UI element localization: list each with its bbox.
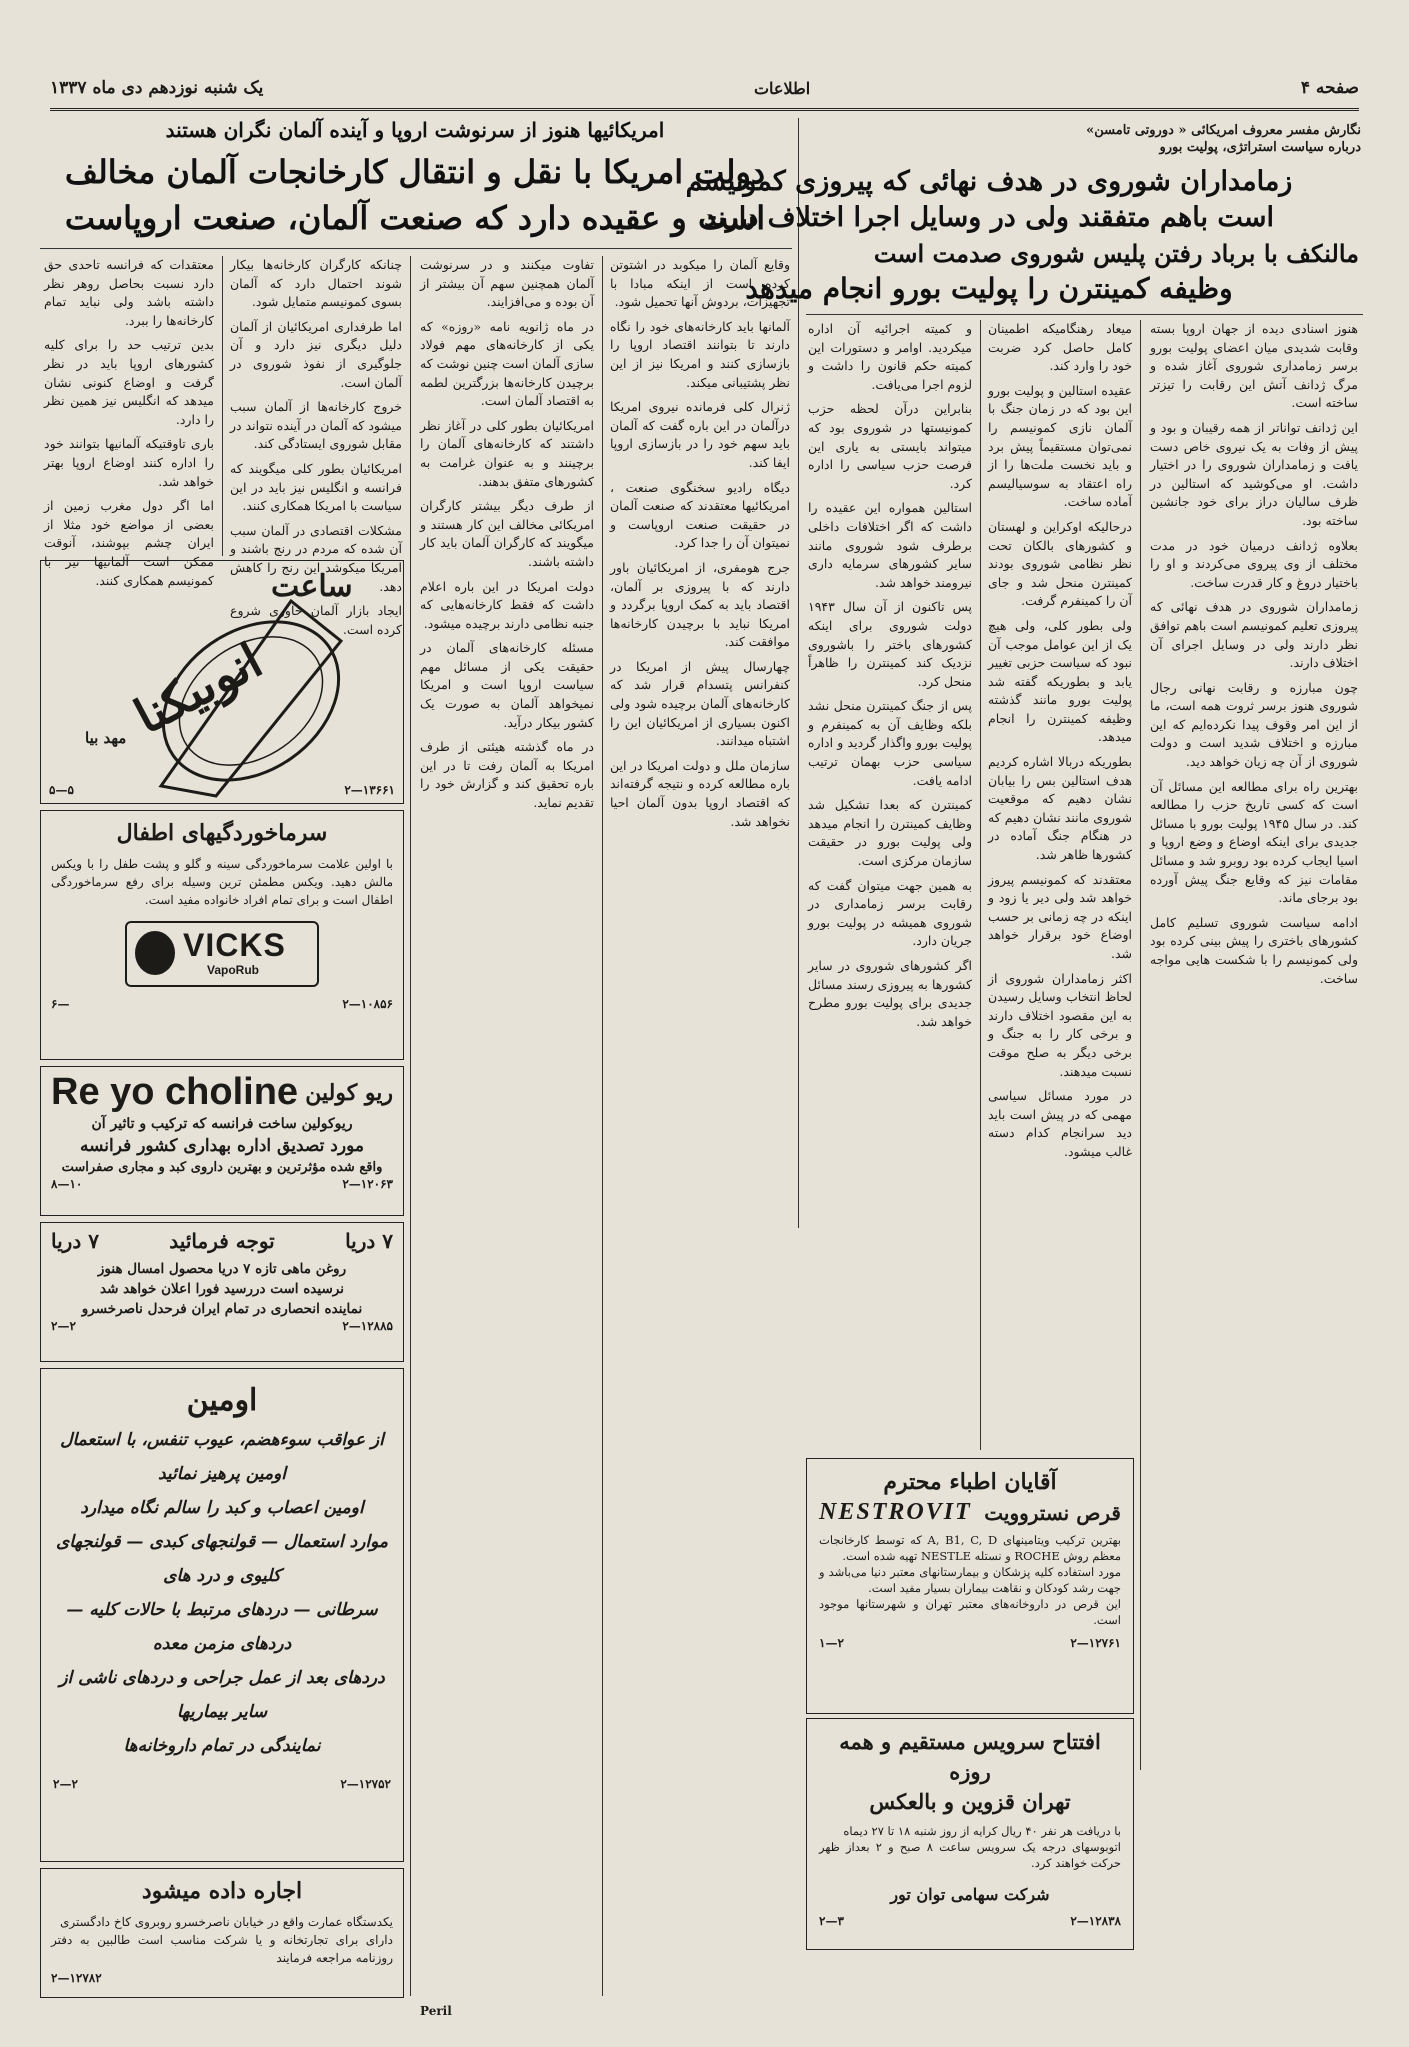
ad-ref: ۳—۲: [819, 1914, 844, 1928]
ad-text: نماینده انحصاری در تمام ایران فرحدل ناصرخسرو: [81, 1301, 363, 1317]
paragraph: امریکائیان بطور کلی در آغاز نظر داشتند که کارخانه‌های آلمان را برچینند و به عنوان غرامت به کشورهای متفق بدهند.: [420, 417, 594, 489]
divider: [40, 248, 792, 249]
ad-latin-brand: NESTROVIT: [819, 1499, 972, 1525]
ad-ref: ۱۰۸۵۶—۲: [342, 997, 393, 1011]
ad-bus-service: [806, 1718, 1134, 1950]
date-line: یک شنبه نوزدهم دی ماه ۱۳۳۷: [50, 78, 264, 98]
paragraph: درحالیکه اوکراین و لهستان و کشورهای بالکان تحت نظر نظامی شوروی بودند کمینترن منحل شد و جای آن را کمینفرم گرفت.: [988, 518, 1132, 609]
divider: [222, 256, 223, 556]
paragraph: بهترین راه برای مطالعه این مسائل آن است که کسی تاریخ حزب را مطالعه کند. در سال ۱۹۴۵ پولیت بورو با مسائل جدیدی برای اینکه اوضاع و وضع اروپا و اسیا ایجاب کرده بود روبرو شد و مسائل مقامات نیز که وقایع جنگ پیش آورده بود برجای ماند.: [1150, 778, 1358, 906]
paragraph: خروج کارخانه‌ها از آلمان سبب میشود که آلمان در آینده نتواند در مقابل شوروی ایستادگی کند.: [230, 399, 402, 452]
paragraph: معتقدند که کمونیسم پیروز خواهد شد ولی دیر یا زود و اینکه در چه زمانی بر حسب اوضاع خود برقرار خواهد شد.: [988, 871, 1132, 961]
paragraph: میعاد رهنگامیکه اطمینان کامل حاصل کرد ضربت خود را وارد کند.: [988, 321, 1132, 374]
ad-title: سرماخوردگیهای اطفال: [116, 820, 328, 846]
paragraph: بطوریکه دربالا اشاره کردیم هدف استالین بس را بیابان نشان دهیم که موقعیت شوروی مانند نشان دهیم که در هنگام جنگ آماده در کشورها ظاهر شد.: [988, 754, 1132, 863]
ad-company: شرکت سهامی توان تور: [890, 1885, 1050, 1904]
ad-text: اتوبوسهای درجه یک سرویس ساعت ۸ صبح و ۲ بعداز ظهر حرکت خواهند کرد.: [819, 1840, 1121, 1870]
ad-title: اجاره داده میشود: [141, 1878, 303, 1904]
paragraph: مشکلات اقتصادی در آلمان سبب آن شده که مردم در رنج باشند و امریکا میکوشد این رنج را کاهش دهد.: [230, 522, 402, 594]
ad-watch: [40, 560, 404, 804]
ad-ref: ۲—۲: [51, 1319, 76, 1333]
kicker-line-1: نگارش مفسر معروف امریکائی « دوروتی تامسن»: [1086, 123, 1361, 138]
paragraph: بعلاوه ژدانف درمیان خود در مدت مختلف از وی پیروی می‌کردند و او را باختیار دروغ و کار قدرت ساخت.: [1150, 537, 1358, 590]
paragraph: عقیده استالین و پولیت بورو این بود که در زمان جنگ با آلمان نازی کمونیسم را نمی‌توان مستقیماً پیش برد و باید نخست ملت‌ها را از راه اعتقاد به سوسیالیسم آماده ساخت.: [988, 382, 1132, 510]
ad-text: موارد استعمال — قولنجهای کبدی — قولنجهای کلیوی و درد های: [55, 1532, 389, 1586]
paragraph: و کمیته اجرائیه آن اداره میکردید. اوامر و دستورات این کمیته حکم قانون را داشت و لزوم اجرا می‌یافت.: [808, 321, 972, 392]
ad-text: نمایندگی در تمام داروخانه‌ها: [123, 1736, 321, 1756]
ad-watch-sub: مهد بیا: [85, 729, 127, 747]
left-kicker: امریکائیها هنوز از سرنوشت اروپا و آینده آلمان نگران هستند: [165, 118, 665, 142]
paragraph: اما طرفداری امریکائیان از آلمان دلیل دیگری نیز دارد و آن جلوگیری از نفوذ شوروی در آلمان است.: [230, 318, 402, 390]
ad-text: اومین اعصاب و کبد را سالم نگاه میدارد: [80, 1498, 364, 1518]
paragraph: چهارسال پیش از امریکا در کنفرانس پتسدام قرار شد که کارخانه‌های آلمان برچیده شود ولی اکنون بسیاری از امریکائیان این را اشتباه میدانند.: [610, 658, 790, 749]
paragraph: ایجاد بازار آلمان خاوری شروع کرده است.: [230, 603, 402, 637]
kicker-line-2: درباره سیاست استراتژی، پولیت بورو: [1159, 140, 1361, 155]
ad-ref: ۲—۲: [53, 1777, 78, 1791]
ad-title: آقایان اطباء محترم: [883, 1469, 1057, 1495]
paragraph: اما اگر دول مغرب زمین از بعضی از مواضع خود مثلا از ایران چشم بپوشند، آنوقت ممکن است آلمانیها نیز با کمونیسم همکاری کنند.: [44, 498, 214, 588]
paragraph: سازمان ملل و دولت امریکا در این باره مطالعه کرده و نتیجه گرفته‌اند که اقتصاد اروپا بدون آلمان احیا نخواهد شد.: [610, 757, 790, 829]
ad-ref: ۱۳۶۶۱—۲: [344, 783, 395, 797]
vicks-brand-sub: VapoRub: [207, 963, 260, 977]
paragraph: استالین همواره این عقیده را داشت که اگر اختلافات داخلی برطرف شود شوروی مانند سایر کشورهای سرمایه داری نیرومند خواهد شد.: [808, 500, 972, 590]
right-col-a: [1150, 320, 1358, 1770]
left-headline-2: است و عقیده دارد که صنعت آلمان، صنعت اروپاست: [64, 199, 766, 237]
left-col-1: [610, 256, 790, 1256]
paragraph: از طرف دیگر بیشتر کارگران امریکائی مخالف این کار هستند و میگویند که کارگران آلمان باید کار داشته باشند.: [420, 498, 594, 569]
ad-ref: ۱۰—۸: [51, 1177, 83, 1191]
ad-text: دردهای بعد از عمل جراحی و دردهای ناشی از سایر بیماریها: [59, 1668, 385, 1722]
paragraph: در مورد مسائل سیاسی مهمی که در پیش است باید دید سرانجام کدام دسته غالب میشود.: [988, 1088, 1132, 1159]
paragraph: ولی بطور کلی، ولی هیچ یک از این عوامل موجب آن نبود که سیاست حزبی تغییر یابد و بطوریکه گفته شد پولیت بورو مانند گذشته وظیفه کمینترن را انجام میدهد.: [988, 617, 1132, 745]
vicks-brand: VICKS: [183, 927, 286, 963]
paragraph: به همین جهت میتوان گفت که رقابت برسر زمامداری در شوروی همیشه در پولیت بورو جریان دارد.: [808, 877, 972, 949]
paragraph: دولت امریکا در این باره اعلام داشت که فقط کارخانه‌هایی که جنبه نظامی دارند برچیده میشود.: [420, 578, 594, 631]
paragraph: آلمانها باید کارخانه‌های خود را نگاه دارند تا بتوانند اقتصاد اروپا را بازسازی کنند و امریکا نیز از این نظر پشتیبانی میکند.: [610, 318, 790, 390]
ad-text: روغن ماهی تازه ۷ دریا محصول امسال هنوز: [97, 1261, 347, 1277]
ad-persian-brand: قرص نستروویت: [984, 1500, 1121, 1525]
left-headline-1: دولت امریکا با نقل و انتقال کارخانجات آلمان مخالف: [64, 153, 766, 191]
paragraph: در ماه ژانویه نامه «روزه» که یکی از کارخانه‌های مهم فولاد سازی آلمان است چنین نوشت که برچیدن کارخانه‌ها بزرگترین لطمه به اقتصاد آلمان است.: [420, 318, 594, 409]
ad-ref: ۲—۱: [819, 1636, 844, 1650]
ad-persian-brand: ریو کولین: [305, 1079, 393, 1106]
paragraph: اکثر زمامداران شوروی از لحاظ انتخاب وسایل رسیدن به این مقصود اختلاف دارند و برخی کار را به جنگ و برخی دیگر به صلح موقت نسبت میدهند.: [988, 970, 1132, 1079]
ad-ref: —۶: [51, 997, 70, 1011]
paragraph: باری تاوقتیکه آلمانیها بتوانند خود را اداره کنند اوضاع اروپا بهتر خواهد شد.: [44, 436, 214, 489]
paragraph: پس از جنگ کمینترن منحل نشد بلکه وظایف آن به کمینفرم و پولیت بورو واگذار گردید و اداره سیاسی حزب بهمان ترتیب ادامه یافت.: [808, 698, 972, 788]
right-col-c: [808, 320, 972, 1450]
ad-owmin: [40, 1368, 404, 1862]
paragraph: پس تاکنون از آن سال ۱۹۴۳ دولت شوروی برای اینکه کشورهای باختر را باشوروی نزدیک کند کمینترن را ظاهراً منحل کرد.: [808, 599, 972, 689]
ad-ref: ۱۲۷۸۲—۲: [51, 1971, 102, 1985]
paper-name: اطلاعات: [753, 78, 811, 98]
divider: [410, 256, 411, 1996]
ad-text: بهترین ترکیب ویتامینهای A, B1, C, D که توسط کارخانجات معظم روش ROCHE و نستله NESTLE تهیه شده است.: [819, 1533, 1122, 1563]
ad-seven-darya: [40, 1222, 404, 1362]
ad-text: از عواقب سوءهضم، عیوب تنفس، با استعمال اومین پرهیز نمائید: [60, 1430, 384, 1484]
ad-text: مورد استفاده کلیه پزشکان و بیمارستانهای معتبر دنیا می‌باشد و جهت رشد کودکان و نقاهت بیماران بسیار مفید است.: [819, 1565, 1121, 1595]
right-headline-3: مالنکف با برباد رفتن پلیس شوروی صدمت است: [873, 239, 1359, 268]
paragraph: بنابراین درآن لحظه حزب کمونیستها در شوروی بود که میتواند بایستی به یاری این فرصت حزب سیاسی را اداره کرد.: [808, 401, 972, 491]
ad-text: با دریافت هر نفر ۴۰ ریال کرایه از روز شنبه ۱۸ تا ۲۷ دیماه: [843, 1824, 1121, 1838]
left-col-2: [420, 256, 594, 1996]
page-header: [50, 68, 1359, 111]
right-headline-4: وظیفه کمینترن را پولیت بورو انجام میدهد: [745, 272, 1233, 305]
paragraph: اگر کشورهای شوروی در سایر کشورها به پیروزی رسند مسائل جدیدی برای پولیت بورو مطرح خواهد شد.: [808, 958, 972, 1029]
divider: [806, 314, 1363, 315]
ad-latin-brand: Re yo choline: [51, 1071, 299, 1113]
ad-watch-top-word: ساعت: [271, 569, 353, 604]
paragraph: بدین ترتیب حد را برای کلیه کشورهای اروپا باید در نظر گرفت و اوضاع کنونی نشان میدهد که انگلیس نیز همین نظر را دارد.: [44, 337, 214, 427]
paragraph: کمینترن که بعدا تشکیل شد وظایف کمینترن را انجام میدهد ولی پولیت بورو در حقیقت سازمان مرکزی است.: [808, 797, 972, 869]
page-number: صفحه ۴: [1300, 78, 1359, 98]
ad-ref: ۱۲۸۳۸—۲: [1070, 1914, 1121, 1928]
left-col-4: [44, 256, 214, 588]
ad-text: ریوکولین ساخت فرانسه که ترکیب و تاثیر آن: [91, 1116, 353, 1132]
ad-text: این قرص در داروخانه‌های معتبر تهران و شهرستانها موجود است.: [819, 1597, 1121, 1627]
ad-subtitle: تهران قزوین و بالعکس: [869, 1789, 1071, 1814]
paragraph: ادامه سیاست شوروی تسلیم کامل کشورهای باختری را پیش بینی کرده بود ولی کمونیسم را با شکست هایی مواجه ساخت.: [1150, 914, 1358, 986]
paragraph: هنوز اسنادی دیده از جهان اروپا بسته وقابت شدیدی میان اعضای پولیت بورو برسر زمامداری شوروی آغاز شده و مرگ ژدانف آتش این رقابت را تیزتر ساخته است.: [1150, 321, 1358, 411]
paragraph: در ماه گذشته هیئتی از طرف امریکا به آلمان رفت تا در این باره تحقیق کند و گزارش خود را تقدیم نماید.: [420, 739, 594, 811]
ad-nestrovit: [806, 1458, 1134, 1714]
ad-text: یکدستگاه عمارت واقع در خیابان ناصرخسرو روبروی کاخ دادگستری: [59, 1915, 393, 1929]
ad-ref: ۱۲۷۶۱—۲: [1070, 1636, 1121, 1650]
footer-mark: Peril: [420, 2004, 452, 2018]
ad-text: دارای برای تجارتخانه و یا شرکت مناسب است طالبین به دفتر روزنامه مراجعه فرمایند: [51, 1933, 393, 1965]
right-headline-1: زمامداران شوروی در هدف نهائی که پیروزی کمونیسم: [685, 166, 1293, 197]
vicks-logo: [125, 921, 319, 987]
vicks-mascot-icon: [135, 931, 175, 975]
paragraph: معتقدات که فرانسه تاحدی حق دارد نسبت بحاصل روهر نظر داشته باشد ولی نباید تمام کارخانه‌ها را ببرد.: [44, 257, 214, 328]
ad-heading: ۷ دریا: [345, 1229, 393, 1253]
paragraph: چون مبارزه و رقابت نهانی رجال شوروی هنوز برسر ثروت همه است، ما از این امر وقوف پیدا نکرده‌ایم که این مبارزه و اختلاف شدید است و دولت شوروی از آن چه زیان خواهد دید.: [1150, 679, 1358, 770]
paragraph: دیگاه رادیو سخنگوی صنعت ، امریکائیها معتقدند که صنعت آلمان در حقیقت صنعت اروپاست و نمیتوان آن را جدا کرد.: [610, 479, 790, 551]
paragraph: مسئله کارخانه‌های آلمان در حقیقت یکی از مسائل مهم سیاست اروپا است و امریکا نمیخواهد آلمان به صورت یک کشور بیکار درآید.: [420, 640, 594, 730]
divider: [1140, 320, 1141, 1770]
ad-watch-brand: انوبیکنا: [125, 632, 272, 746]
right-headline-2: است باهم متفقند ولی در وسایل اجرا اختلاف دارند: [704, 202, 1274, 233]
ad-ref: ۱۲۸۸۵—۲: [342, 1319, 393, 1333]
ad-ref: ۱۲۰۶۳—۲: [342, 1177, 393, 1191]
ad-text: واقع شده مؤثرترین و بهترین داروی کبد و مجاری صفراست: [61, 1160, 383, 1175]
paragraph: زمامداران شوروی در هدف نهائی که پیروزی تعلیم کمونیسم است باهم توافق نظر دارند ولی در وسایل اجرای آن اختلاف دارند.: [1150, 599, 1358, 671]
ad-vicks: [40, 810, 404, 1060]
divider: [980, 320, 981, 1450]
ad-text: با اولین علامت سرماخوردگی سینه و گلو و پشت طفل را با ویکس مالش دهید. ویکس مطمئن ترین وسیله برای رفع سرماخوردگی اطفال است و برای تمام افراد خانواده مفید است.: [51, 857, 393, 907]
ad-reyocholine: [40, 1066, 404, 1216]
paragraph: چنانکه کارگران کارخانه‌ها بیکار شوند احتمال دارد که آلمان بسوی کمونیسم متمایل شود.: [230, 257, 402, 310]
divider: [602, 256, 603, 1996]
ad-title: اومین: [186, 1383, 258, 1418]
paragraph: وقایع آلمان را میکوبد در اشتوتن کرده است از اینکه مبادا با تجهیزات، بردوش آنها تحمیل شود.: [610, 257, 790, 310]
ad-text: مورد تصدیق اداره بهداری کشور فرانسه: [80, 1136, 364, 1156]
paragraph: جرج هومفری، از امریکائیان باور دارند که با پیروزی بر آلمان، اقتصاد باید به کمک اروپا برگردد و امریکا نباید با برچیدن کارخانه‌ها موافقت کند.: [610, 559, 790, 650]
right-col-b: [988, 320, 1132, 1450]
ad-heading: توجه فرمائید: [169, 1229, 275, 1253]
ad-heading: ۷ دریا: [51, 1229, 99, 1253]
ad-ref: ۱۲۷۵۲—۲: [340, 1777, 391, 1791]
ad-text: سرطانی — دردهای مرتبط با حالات کلیه — دردهای مزمن معده: [66, 1600, 378, 1654]
ad-ref: ۵—۵: [49, 783, 74, 797]
ad-rent: [40, 1868, 404, 1998]
ad-title: افتتاح سرویس مستقیم و همه روزه: [839, 1729, 1101, 1784]
paragraph: ژنرال کلی فرمانده نیروی امریکا درآلمان در این باره گفت که آلمان باید سهم خود را در بازسازی اروپا ایفا کند.: [610, 399, 790, 470]
paragraph: این ژدانف تواناتر از همه رقیبان و بود و پیش از وفات به یک نیروی خاص دست یافت و زمامداران شوروی را در اختیار داشت. او می‌کوشید که استالین در ظرف سالیان دراز برای خود جانشین ساخته بود.: [1150, 419, 1358, 528]
ad-text: نرسیده است دررسید فورا اعلان خواهد شد: [100, 1281, 344, 1297]
paragraph: امریکائیان بطور کلی میگویند که فرانسه و انگلیس نیز باید در این سیاست با امریکا همکاری کنند.: [230, 460, 402, 514]
paragraph: تفاوت میکنند و در سرنوشت آلمان همچنین سهم آن بیشتر از آن بوده و می‌افزایند.: [420, 257, 594, 310]
